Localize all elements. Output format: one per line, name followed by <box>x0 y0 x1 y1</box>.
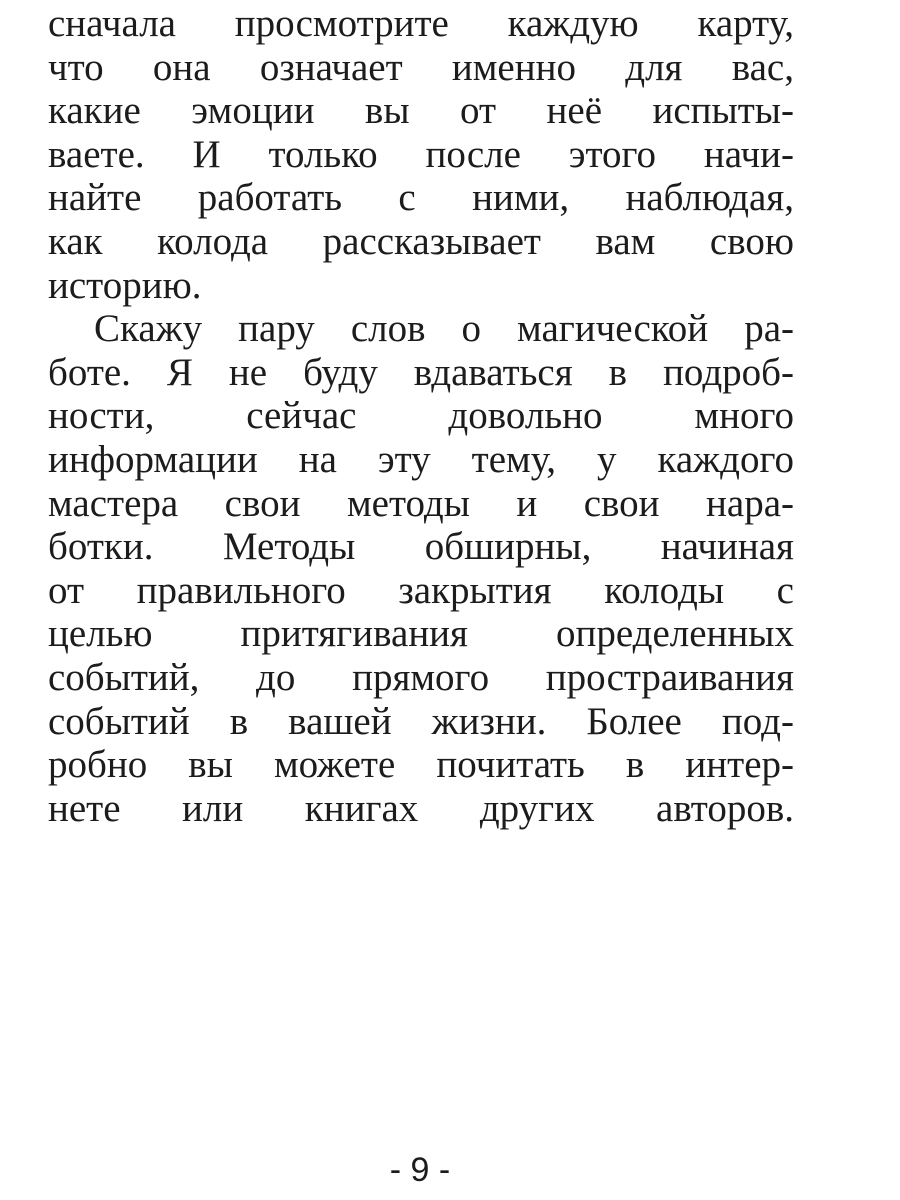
page-number: - 9 - <box>389 1151 451 1189</box>
paragraph-1 <box>48 2 794 307</box>
text-line: найте работать с ними, наблюдая, <box>48 176 794 220</box>
text-line: историю. <box>48 263 202 307</box>
text-line: событий в вашей жизни. Более под- <box>48 699 794 743</box>
text-line: боте. Я не буду вдаваться в подроб- <box>48 350 794 394</box>
text-line <box>48 830 794 874</box>
text-line: ботки. Методы обширны, начиная <box>48 525 794 569</box>
text-line: как колода рассказывает вам свою <box>48 219 794 263</box>
text-line: информации на эту тему, у каждого <box>48 437 794 481</box>
text-line: событий, до прямого простраивания <box>48 655 794 699</box>
text-line: ности, сейчас довольно много <box>48 394 794 438</box>
text-line: от правильного закрытия колоды с <box>48 568 794 612</box>
text-line: Скажу пару слов о магической ра- <box>94 307 794 351</box>
paragraph-2 <box>48 307 794 874</box>
text-line: какие эмоции вы от неё испыты- <box>48 89 794 133</box>
text-line: мастера свои методы и свои нара- <box>48 481 794 525</box>
text-line: ваете. И только после этого начи- <box>48 132 794 176</box>
text-line: робно вы можете почитать в интер- <box>48 743 794 787</box>
text-line: целью притягивания определенных <box>48 612 794 656</box>
body-text <box>48 2 794 874</box>
text-line: что она означает именно для вас, <box>48 45 794 89</box>
text-line: нете или книгах других авторов. <box>48 786 794 830</box>
text-line: сначала просмотрите каждую карту, <box>48 2 794 45</box>
